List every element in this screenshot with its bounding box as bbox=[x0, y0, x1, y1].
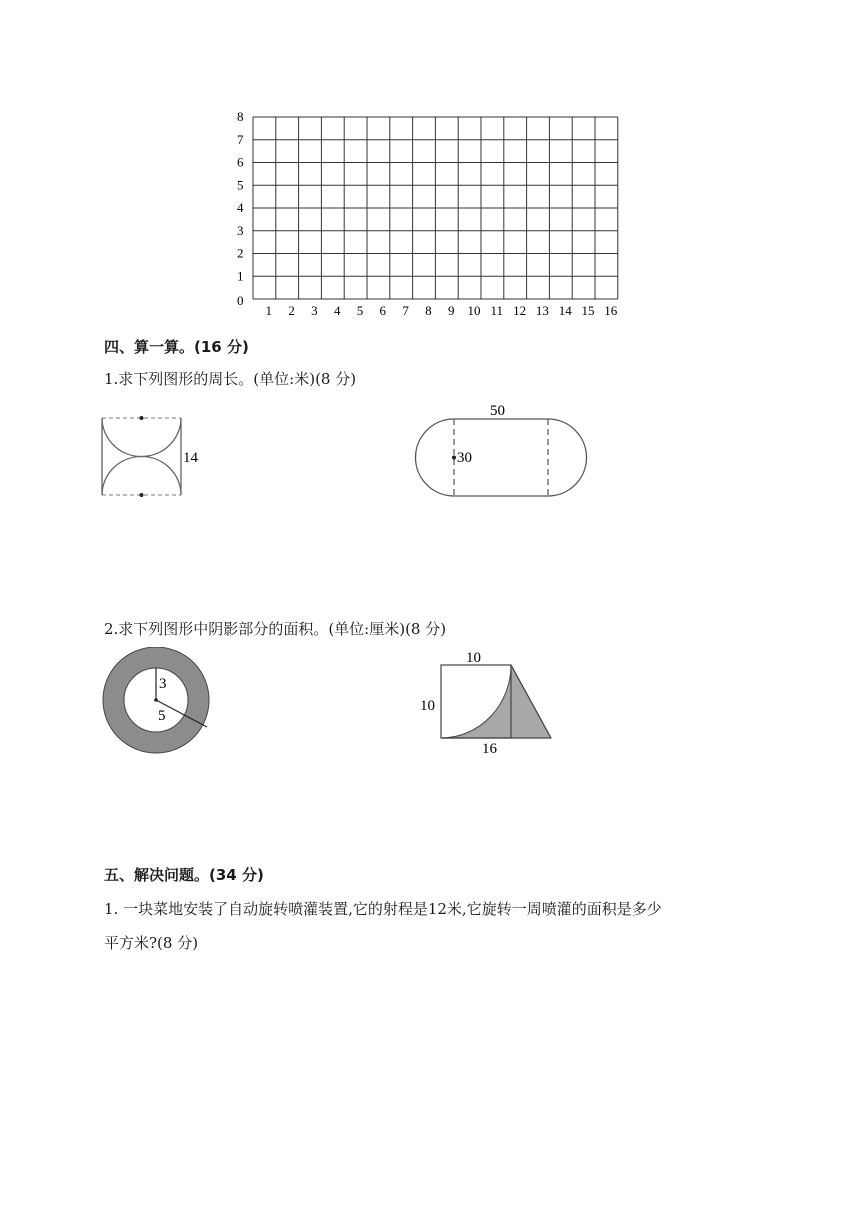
grid-x-tick-label: 16 bbox=[604, 303, 618, 318]
grid-x-tick-label: 14 bbox=[558, 303, 572, 318]
grid-x-tick-label: 2 bbox=[288, 303, 295, 318]
grid-y-tick-label: 5 bbox=[237, 177, 244, 193]
bottom-semicircle bbox=[102, 457, 181, 496]
side-length-label: 14 bbox=[183, 450, 198, 466]
shaded-region bbox=[441, 665, 551, 738]
top-center-dot bbox=[140, 416, 144, 420]
left-length-label: 10 bbox=[420, 698, 435, 714]
grid-x-tick-label: 8 bbox=[425, 303, 432, 318]
inner-radius-label: 3 bbox=[159, 676, 167, 692]
length-label: 50 bbox=[490, 403, 505, 419]
grid-x-tick-label: 11 bbox=[490, 303, 504, 318]
grid-x-tick-label: 9 bbox=[447, 303, 455, 318]
grid-y-tick-label: 8 bbox=[237, 109, 244, 124]
figure-square-triangle bbox=[415, 648, 560, 758]
grid-y-tick-label: 3 bbox=[237, 222, 244, 238]
grid-x-tick-label: 12 bbox=[513, 303, 527, 318]
question-4-2: 2.求下列图形中阴影部分的面积。(单位:厘米)(8 分) bbox=[104, 620, 447, 638]
grid-y-tick-label: 4 bbox=[237, 200, 244, 215]
grid-x-tick-label: 5 bbox=[356, 303, 364, 318]
bottom-length-label: 16 bbox=[482, 741, 497, 757]
width-label: 30 bbox=[457, 450, 472, 466]
grid-y-tick-label: 6 bbox=[237, 154, 244, 170]
coordinate-grid bbox=[0, 0, 860, 330]
grid-lines bbox=[253, 117, 618, 299]
outer-radius-label: 5 bbox=[158, 708, 166, 724]
top-length-label: 10 bbox=[466, 650, 481, 666]
grid-x-tick-label: 6 bbox=[379, 303, 387, 318]
question-5-1-line2: 平方米?(8 分) bbox=[104, 934, 199, 952]
question-4-1: 1.求下列图形的周长。(单位:米)(8 分) bbox=[104, 370, 357, 388]
center-dot bbox=[452, 456, 456, 460]
grid-x-tick-label: 15 bbox=[581, 303, 595, 318]
figure-ring bbox=[100, 647, 215, 759]
grid-y-tick-label: 7 bbox=[237, 131, 244, 147]
grid-labels bbox=[237, 109, 618, 318]
figure-square-semicircles bbox=[95, 410, 215, 505]
grid-x-tick-label: 1 bbox=[265, 303, 273, 318]
grid-x-tick-label: 10 bbox=[467, 303, 481, 318]
section4-heading: 四、算一算。(16 分) bbox=[104, 338, 249, 356]
question-5-1-line1: 1. 一块菜地安装了自动旋转喷灌装置,它的射程是12米,它旋转一周喷灌的面积是多少 bbox=[104, 900, 662, 918]
grid-y-tick-label: 1 bbox=[237, 268, 244, 284]
grid-x-tick-label: 7 bbox=[402, 303, 409, 318]
grid-x-tick-label: 13 bbox=[535, 303, 549, 318]
grid-y-tick-label: 0 bbox=[237, 293, 244, 308]
top-semicircle bbox=[102, 418, 181, 457]
figure-stadium bbox=[408, 400, 598, 500]
grid-x-tick-label: 4 bbox=[333, 303, 341, 318]
stadium-outline bbox=[416, 419, 587, 496]
bottom-center-dot bbox=[140, 493, 144, 497]
ring-center-dot bbox=[154, 698, 158, 702]
grid-x-tick-label: 3 bbox=[311, 303, 318, 318]
section5-heading: 五、解决问题。(34 分) bbox=[104, 866, 264, 884]
grid-y-tick-label: 2 bbox=[237, 245, 244, 261]
